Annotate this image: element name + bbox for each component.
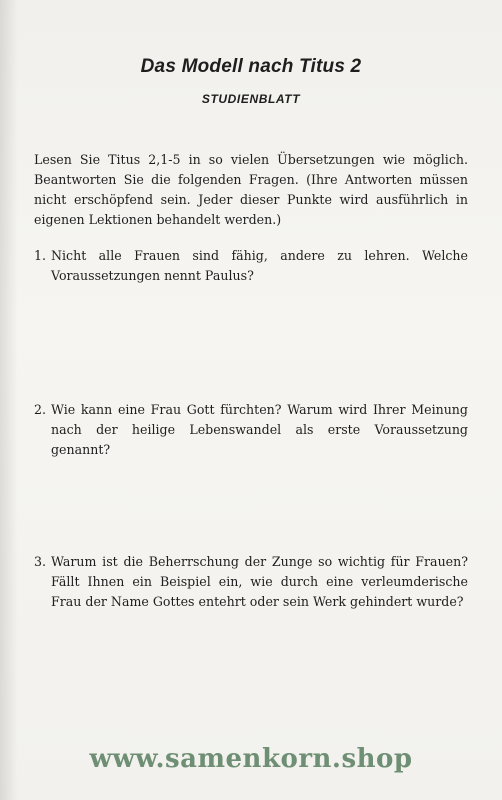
shop-watermark: www.samenkorn.shop <box>89 744 413 774</box>
question-number: 2. <box>34 402 47 417</box>
question-number: 3. <box>34 554 47 569</box>
question-3 <box>34 552 468 612</box>
question-text: Nicht alle Frauen sind fähig, andere zu lehren. Welche Voraussetzungen nennt Paulus? <box>51 248 468 283</box>
question-text: Warum ist die Beherrschung der Zunge so wichtig für Frauen? Fällt Ihnen ein Beispiel ein, wie durch eine verleumderische Frau der Name Gottes entehrt oder sein Werk gehindert wurde? <box>51 554 468 609</box>
question-number: 1. <box>34 248 47 263</box>
question-text: Wie kann eine Frau Gott fürchten? Warum wird Ihrer Meinung nach der heilige Lebenswandel als erste Voraussetzung genannt? <box>51 402 468 457</box>
question-2 <box>34 400 468 460</box>
question-1 <box>34 246 468 286</box>
intro-paragraph: Lesen Sie Titus 2,1-5 in so vielen Übersetzungen wie möglich. Beantworten Sie die folgenden Fragen. (Ihre Antworten müssen nicht erschöpfend sein. Jeder dieser Punkte wird ausführlich in eigenen Lektionen behandelt werden.) <box>34 152 468 227</box>
page-title: Das Modell nach Titus 2 <box>140 56 362 77</box>
page-subtitle: STUDIENBLATT <box>201 92 301 106</box>
page-gutter-shadow <box>0 0 18 800</box>
